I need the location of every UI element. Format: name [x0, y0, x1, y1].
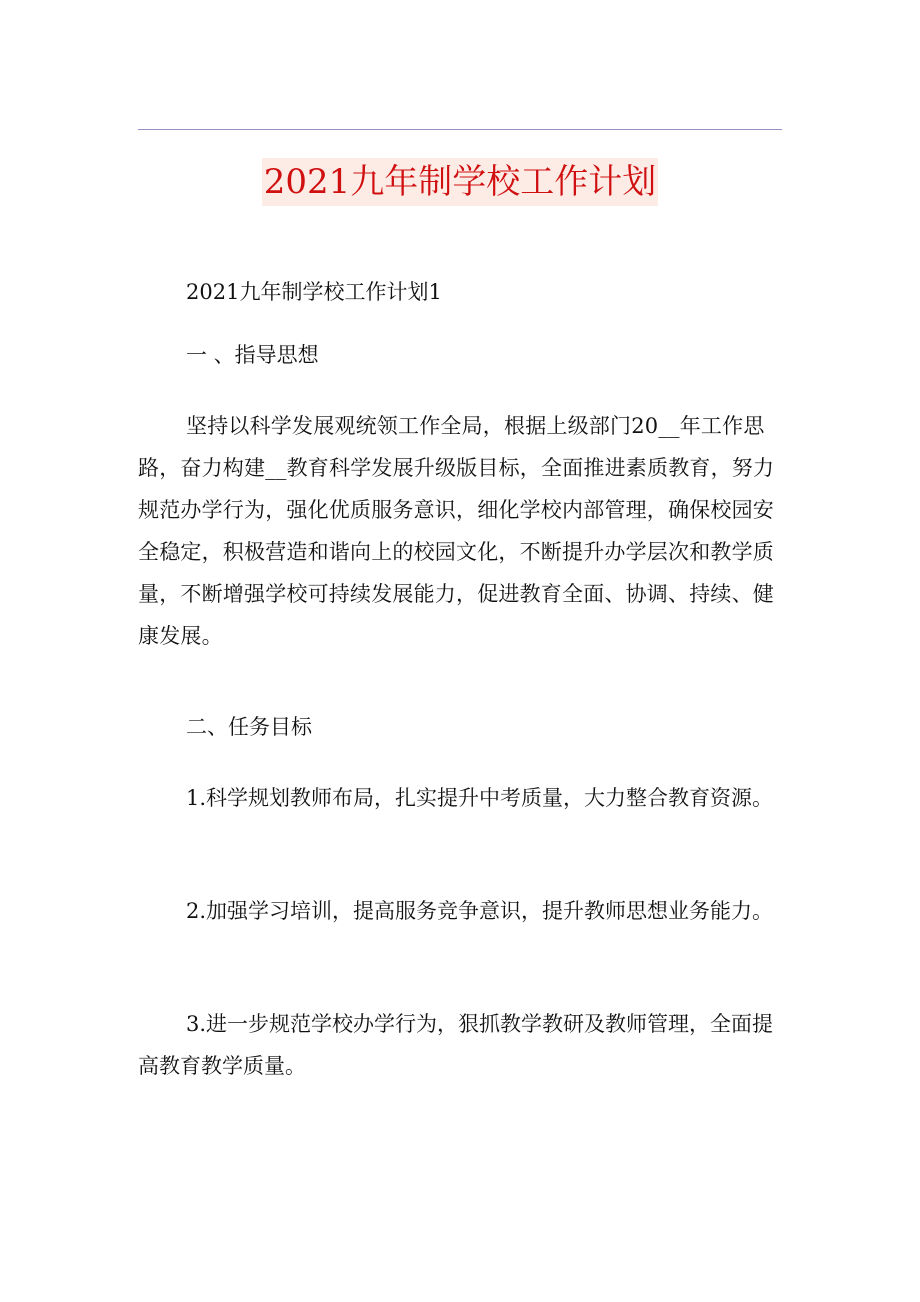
section-heading-task-goals: 二、任务目标: [186, 715, 312, 739]
section-paragraph-guiding-thought: 坚持以科学发展观统领工作全局，根据上级部门20__年工作思路，奋力构建__教育科学发展升级版目标，全面推进素质教育，努力规范办学行为，强化优质服务意识，细化学校内部管理，确保校园安全稳定，积极营造和谐向上的校园文化，不断提升办学层次和教学质量，不断增强学校可持续发展能力，促进教育全面、协调、持续、健康发展。: [138, 414, 775, 648]
task-goal-item: 3.进一步规范学校办学行为，狠抓教学教研及教师管理，全面提高教育教学质量。: [138, 1012, 774, 1078]
task-goal-item: 1.科学规划教师布局，扎实提升中考质量，大力整合教育资源。: [186, 786, 774, 810]
task-goal-item: 2.加强学习培训，提高服务竞争意识，提升教师思想业务能力。: [186, 899, 774, 923]
document-subtitle: 2021九年制学校工作计划1: [186, 280, 442, 304]
section-heading-guiding-thought: 一 、指导思想: [186, 343, 319, 367]
document-title-text: 2021九年制学校工作计划: [262, 158, 659, 206]
document-title: [0, 158, 920, 206]
header-rule: [138, 129, 782, 130]
